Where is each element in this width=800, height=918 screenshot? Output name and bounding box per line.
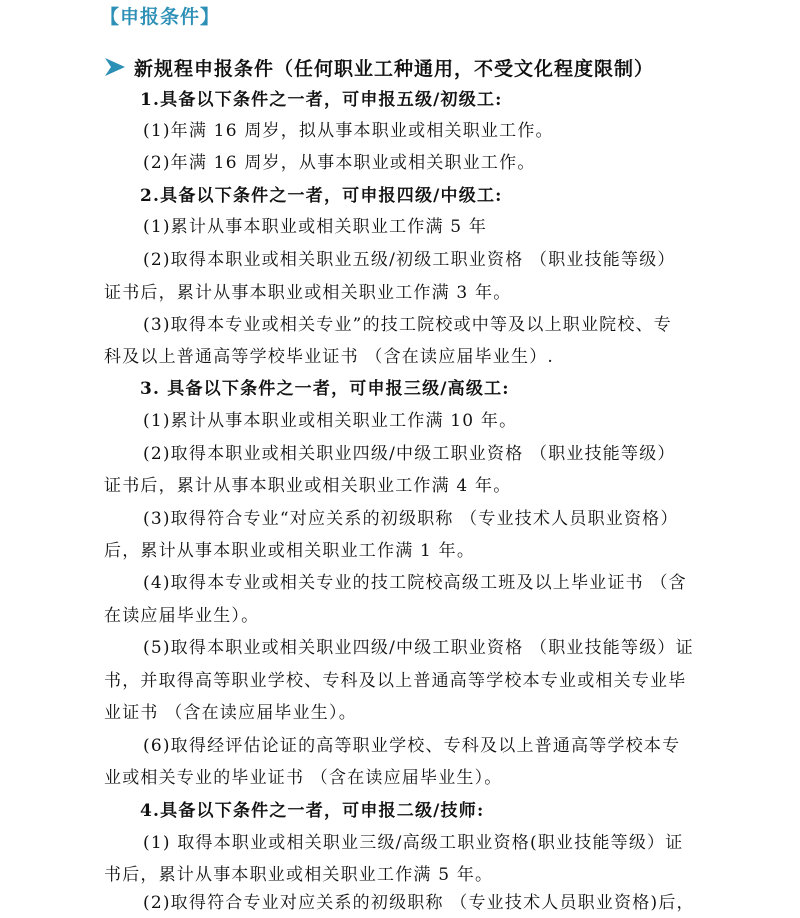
list-item: 在读应届毕业生）。	[104, 606, 260, 626]
list-item: 书后，累计从事本职业或相关职业工作满 5 年。	[104, 865, 494, 885]
list-item: (2)年满 16 周岁，从事本职业或相关职业工作。	[143, 153, 536, 173]
list-item: (1) 取得本职业或相关职业三级/高级工职业资格(职业技能等级）证	[143, 833, 684, 853]
list-item: (3)取得符合专业“对应关系的初级职称 （专业技术人员职业资格）	[143, 509, 679, 529]
subheading	[104, 52, 654, 82]
condition-heading: 1.具备以下条件之一者，可申报五级/初级工:	[140, 90, 503, 110]
list-item: (1)年满 16 周岁，拟从事本职业或相关职业工作。	[143, 121, 554, 141]
list-item: (6)取得经评估论证的高等职业学校、专科及以上普通高等学校本专	[143, 736, 681, 756]
list-item: 业或相关专业的毕业证书 （含在读应届毕业生）。	[104, 768, 503, 788]
condition-heading: 4.具备以下条件之一者，可申报二级/技师:	[140, 801, 485, 821]
list-item: 证书后，累计从事本职业或相关职业工作满 3 年。	[104, 283, 512, 303]
list-item: (3)取得本专业或相关专业”的技工院校或中等及以上职业院校、专	[143, 315, 672, 335]
list-item: (2)取得本职业或相关职业四级/中级工职业资格 （职业技能等级）	[143, 444, 676, 464]
list-item: 科及以上普通高等学校毕业证书 （含在读应届毕业生）.	[104, 347, 555, 367]
list-item: (5)取得本职业或相关职业四级/中级工职业资格 （职业技能等级）证	[143, 638, 694, 658]
subheading-text: 新规程申报条件（任何职业工种通用，不受文化程度限制）	[134, 57, 655, 80]
list-item: 业证书 （含在读应届毕业生）。	[104, 703, 357, 723]
list-item: (2)取得本职业或相关职业五级/初级工职业资格 （职业技能等级）	[143, 250, 676, 270]
list-item: (4)取得本专业或相关专业的技工院校高级工班及以上毕业证书 （含	[143, 573, 687, 593]
list-item: 证书后，累计从事本职业或相关职业工作满 4 年。	[104, 476, 512, 496]
list-item: (1)累计从事本职业或相关职业工作满 10 年。	[143, 411, 518, 431]
list-item: (1)累计从事本职业或相关职业工作满 5 年	[143, 217, 488, 237]
list-item: 后，累计从事本职业或相关职业工作满 1 年。	[104, 541, 476, 561]
list-item: 书，并取得高等职业学校、专科及以上普通高等学校本专业或相关专业毕	[104, 671, 687, 691]
condition-heading: 2.具备以下条件之一者，可申报四级/中级工:	[140, 186, 503, 206]
condition-heading: 3. 具备以下条件之一者，可申报三级/高级工:	[140, 379, 510, 399]
section-header: 【申报条件】	[100, 6, 221, 28]
arrow-icon	[104, 57, 126, 77]
list-item: (2)取得符合专业对应关系的初级职称 （专业技术人员职业资格)后，	[143, 893, 695, 913]
